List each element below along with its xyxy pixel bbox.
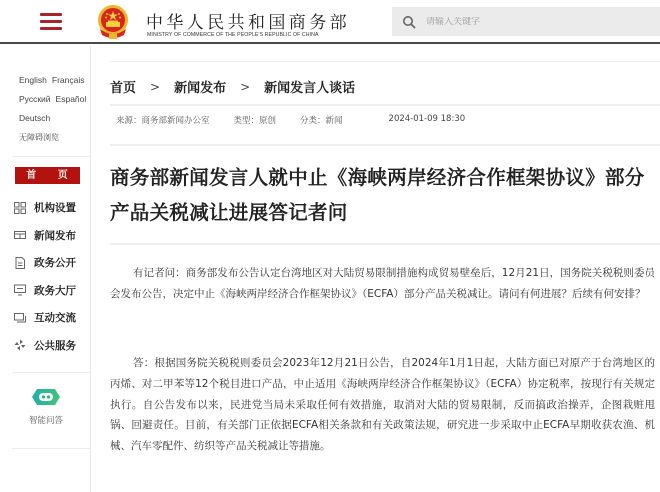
home-button[interactable]: 首 页 xyxy=(15,167,80,184)
hamburger-icon-bar xyxy=(40,27,62,30)
breadcrumb xyxy=(110,77,355,96)
article-paragraph: 有记者问：商务部发布公告认定台湾地区对大陆贸易限制措施构成贸易壁垒后，12月21日，国务院关税税则委员会发布公告，决定中止《海峡两岸经济合作框架协议》（ECFA）部分产品关税减让。请问有何进展？后续有何安排？ xyxy=(110,267,655,300)
sidebar xyxy=(0,46,91,492)
sidebar-item-gov-affairs[interactable] xyxy=(14,249,76,277)
meta-source: 来源：商务部新闻办公室 xyxy=(116,116,210,126)
sidebar-item-label: 新闻发布 xyxy=(34,229,76,242)
site-header xyxy=(0,0,660,44)
accessibility-link[interactable]: 无障碍浏览 xyxy=(19,133,59,142)
sidebar-item-label: 政务公开 xyxy=(34,257,76,270)
meta-category: 分类：新闻 xyxy=(300,116,343,126)
site-title-en: MINISTRY OF COMMERCE OF THE PEOPLE'S REPUBLIC OF CHINA xyxy=(147,32,319,38)
site-title-cn[interactable]: 中华人民共和国商务部 xyxy=(146,13,350,33)
document-icon xyxy=(14,257,26,269)
smart-qa-button[interactable] xyxy=(18,386,74,426)
lang-spanish[interactable]: Español xyxy=(55,94,87,104)
chat-icon xyxy=(14,312,26,324)
national-emblem-icon[interactable] xyxy=(95,3,131,41)
language-links xyxy=(19,71,91,147)
divider xyxy=(110,144,660,146)
meta-type: 类型：原创 xyxy=(233,116,277,126)
divider xyxy=(12,372,91,373)
search-icon[interactable] xyxy=(402,15,416,29)
smart-qa-label: 智能问答 xyxy=(28,416,63,426)
sidebar-item-label: 互动交流 xyxy=(34,312,76,325)
sidebar-item-news[interactable] xyxy=(14,222,76,250)
sidebar-nav xyxy=(14,194,76,359)
divider xyxy=(12,156,91,157)
lang-german[interactable]: Deutsch xyxy=(19,113,51,123)
breadcrumb-news[interactable]: 新闻发布 xyxy=(174,81,227,96)
breadcrumb-spokesperson[interactable]: 新闻发言人谈话 xyxy=(264,81,356,96)
divider xyxy=(110,104,660,106)
lang-russian[interactable]: Pусский xyxy=(19,94,51,104)
article-meta xyxy=(116,114,489,126)
meta-datetime: 2024-01-09 18:30 xyxy=(388,114,466,124)
chevron-right-icon: > xyxy=(240,79,251,94)
hamburger-icon xyxy=(40,13,62,16)
divider xyxy=(110,243,660,245)
hamburger-icon-bar xyxy=(40,20,62,23)
article-title: 商务部新闻发言人就中止《海峡两岸经济合作框架协议》部分产品关税减让进展答记者问 xyxy=(110,166,645,224)
sidebar-item-service-hall[interactable] xyxy=(14,277,76,305)
divider xyxy=(110,61,660,62)
sidebar-item-organization[interactable] xyxy=(14,194,76,222)
chevron-right-icon: > xyxy=(150,79,161,94)
service-icon xyxy=(14,339,26,351)
monitor-icon xyxy=(14,284,26,296)
grid-icon xyxy=(14,202,26,214)
newspaper-icon xyxy=(14,229,26,241)
sidebar-item-interaction[interactable] xyxy=(14,304,76,332)
lang-french[interactable]: Français xyxy=(51,75,85,85)
sidebar-item-label: 机构设置 xyxy=(34,202,76,215)
search-box[interactable] xyxy=(392,7,660,36)
lang-english[interactable]: English xyxy=(19,75,47,85)
sidebar-item-public-service[interactable] xyxy=(14,332,76,360)
sidebar-item-label: 公共服务 xyxy=(34,339,76,352)
robot-icon xyxy=(31,386,61,408)
breadcrumb-home[interactable]: 首页 xyxy=(110,81,137,96)
article-paragraph: 答：根据国务院关税税则委员会2023年12月21日公告，自2024年1月1日起，大陆方面已对原产于台湾地区的丙烯、对二甲苯等12个税目进口产品，中止适用《海峡两岸经济合作框架协议》（ECFA）协定税率，按现行有关规定执行。自公告发布以来，民进党当局未采取任何有效措施，取消对大陆的贸易限制，反而搞政治操弄，企图栽赃甩锅、回避责任。目前，有关部门正依据ECFA相关条款和有关政策法规，研究进一步采取中止ECFA早期收获农渔、机械、汽车零配件、纺织等产品关税减让等措施。 xyxy=(110,357,655,453)
divider xyxy=(12,448,91,449)
sidebar-item-label: 政务大厅 xyxy=(34,284,76,297)
menu-button[interactable] xyxy=(40,13,62,31)
search-input[interactable] xyxy=(426,17,626,27)
